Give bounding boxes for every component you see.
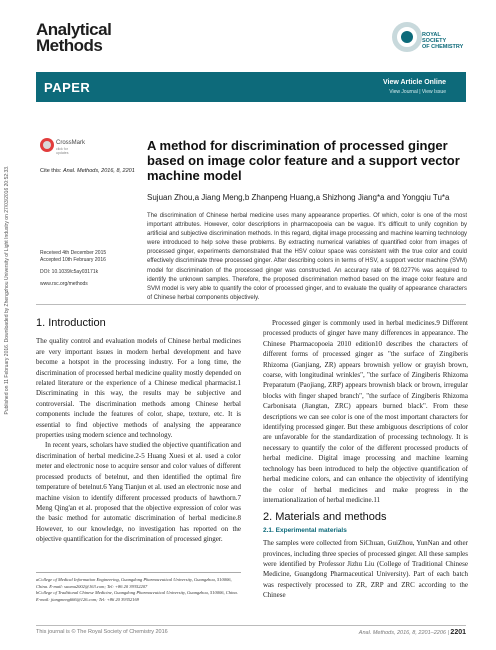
view-journal-issue-links[interactable]: View Journal | View Issue (389, 89, 446, 95)
crossmark-icon (40, 138, 54, 152)
introduction-heading: 1. Introduction (36, 317, 106, 329)
journal-title-line2: Methods (36, 36, 103, 55)
introduction-paragraph-2: In recent years, scholars have studied the objective quantification and discrimination of herbal medicine.2-5 Huang Xuesi et al. used a color meter and electronic nose to acquire sensor and color values of different processed products of betelnut, and then identified the optimal fire temperature of betelnut.6 Yang Tianjun et al. used an electronic nose and machine vision to identify different processed products of hawthorn.7 Meng Qing'an et al. proposed that the objective expression of color was the basic method for automatic discrimination of herbal medicine.8 However, to our knowledge, no investigation has reported on the objective quantification for the discrimination of processed ginger. (36, 441, 241, 544)
footer-citation (359, 629, 466, 636)
header-divider (36, 304, 466, 305)
article-title: A method for discrimination of processed ginger based on image color feature and a support vector machine model (147, 138, 460, 183)
affiliation-b: bCollege of Traditional Chinese Medicine, Guangdong Pharmaceutical University, Guangzhou, 510006, China. E-mail: jiangmeng666@126.com; Tel: +86 20 39352169 (36, 590, 238, 602)
page-footer (36, 625, 466, 635)
author-list: Sujuan Zhou,a Jiang Meng,b Zhanpeng Huang,a Shizhong Jiang*a and Yongqiu Tu*a (147, 193, 450, 202)
copyright-notice: This journal is © The Royal Society of Chemistry 2016 (36, 629, 168, 635)
download-side-note (2, 60, 12, 520)
journal-title[interactable] (36, 22, 111, 54)
crossmark-label: CrossMark (56, 140, 86, 146)
affiliation-a: aCollege of Medical Information Engineering, Guangdong Pharmaceutical University, Guangzhou, 510006, China. E-mail: suomu2002@163.com; Tel: +86 20 39352207 (36, 577, 232, 589)
received-date: Received 4th December 2015 (40, 250, 107, 256)
processed-ginger-paragraph: Processed ginger is commonly used in herbal medicines.9 Different processed products of ginger have many differences in appearance. The Chinese Pharmacopoeia 2010 edition10 describes the characters of different forms of processed ginger as "the surface of Zingiberis Rhizoma (Ganjiang, ZR) appears brownish yellow or grayish brown, coarse, with longitudinal wrinkles", "the surface of Zingiberis Rhizoma Preparatum (Paojiang, ZRP) appears brownish black or brown, irregular blocks with finger shaped branch", "the surface of Zingiberis Rhizoma Carbonisata (Jiangtan, ZRC) appears burned black". From these descriptions we can see color is one of the most important characters for identifying processed ginger. But these ambiguous descriptions of color are unfavorable for the standardization of processing technology. It is necessary to quantify the color of the different processed products of herbal medicine. Digital image processing and machine learning technology has been introduced to help the objective quantification of herbal medicine colors, and can enhance the objectivity of identifying the color of herbal medicines and make progress in the internationalization of herbal medicine.11 (263, 319, 468, 504)
footer-journal-ref: Anal. Methods, 2016, 8, 2201–2206 | (358, 630, 449, 636)
article-type-banner (36, 72, 466, 102)
affiliation-footnotes (36, 572, 241, 603)
introduction-paragraph-1: The quality control and evaluation models of Chinese herbal medicines are very important issues in modern herbal development and have become a hotspot in the processing industry. For a long time, the discrimination of processed herbal medicine quality mostly depended on related literature or the experience of a Chinese medical pharmacist.1 Discriminating in this way, the results may be subjective and controversial. The discrimination methods among Chinese herbal components include the features of color, shape, texture, etc. It is essential to find objective methods of analysing the appearance properties using modern science and technology. (36, 337, 241, 440)
article-type-label: PAPER (44, 80, 91, 95)
right-column (263, 318, 468, 601)
citation-prefix: Cite this: (40, 168, 62, 174)
materials-methods-heading: 2. Materials and methods (263, 511, 387, 524)
crossmark-badge[interactable] (40, 138, 86, 156)
publisher-logo[interactable] (392, 20, 464, 58)
page-number: 2201 (450, 629, 466, 636)
side-note-text: Published on 11 February 2016. Downloaded by Zhengzhou University of Light Industry on 27/03/2016 20:52:33. (4, 165, 10, 415)
citation-reference: Anal. Methods, 2016, 8, 2201 (62, 168, 135, 174)
journal-url[interactable]: www.rsc.org/methods (40, 281, 88, 287)
article-metadata (40, 250, 140, 288)
publisher-logo-line1: ROYAL SOCIETY (422, 32, 447, 44)
experimental-materials-subheading: 2.1. Experimental materials (263, 526, 347, 534)
doi[interactable]: DOI: 10.1039/c5ay03171k (40, 269, 99, 275)
accepted-date: Accepted 10th February 2016 (40, 257, 106, 263)
abstract: The discrimination of Chinese herbal medicine uses many appearance properties. Of which, color is one of the most important attributes. However, color descriptions in pharmacopoeia can be vague. It's difficult to unify cognition by artificial and subjective discrimination methods. In this regard, digital image processing and machine learning technology were introduced to help solve these problems. By extracting numerical variables of quantified color from images of processed ginger, experiments demonstrated that the HSV colour space was consistent with the true color and could effectively discriminate three processed ginger. After describing colors in terms of HSV, a support vector machine (SVM) model for discrimination of the processed ginger was constructed. An accuracy rate of 98.0277% was acquired to identify the unknown samples. Therefore, the proposed discrimination method based on the image color feature and SVM model is very able to quantify the color of processed ginger, and to evaluate the quality of appearance characters of Chinese herbal components objectively. (147, 213, 467, 301)
publisher-logo-line2: OF CHEMISTRY (422, 44, 464, 50)
citation-line (40, 168, 135, 174)
publisher-logo-text (422, 32, 464, 50)
left-column (36, 318, 241, 545)
crossmark-sublabel: click for updates (56, 147, 69, 155)
view-article-online-link[interactable]: View Article Online (382, 79, 446, 86)
experimental-materials-paragraph: The samples were collected from SiChuan, GuiZhou, YunNan and other provinces, including three species of processed ginger. All these samples were identified by Professor Jizhu Liu (College of Traditional Chinese Medicine, Guangdong Pharmaceutical University). Part of each batch was respectively processed to ZR, ZRP and ZRC according to the Chinese (263, 539, 468, 600)
journal-title-line1: Analytical (36, 20, 112, 39)
publisher-logo-icon (392, 22, 422, 52)
